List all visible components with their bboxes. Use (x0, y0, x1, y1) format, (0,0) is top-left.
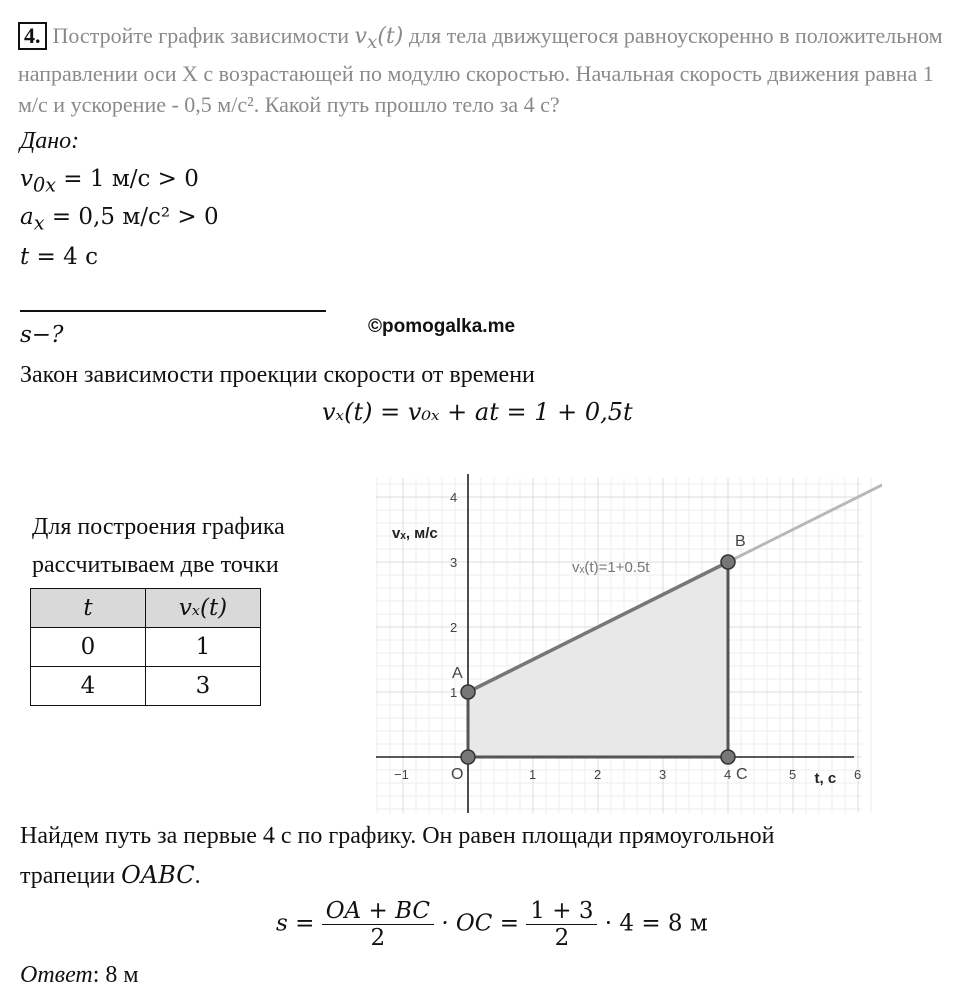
point-B (721, 555, 735, 569)
watermark: ©pomogalka.me (368, 316, 516, 337)
given-a: $a_x = 0,5$ м/с² > 0 (20, 204, 219, 235)
law-text: Закон зависимости проекции скорости от времени (20, 362, 535, 388)
table-row (31, 667, 261, 706)
table-row (31, 628, 261, 667)
point-label-A: A (452, 665, 463, 682)
velocity-graph (370, 470, 882, 815)
values-table (30, 588, 261, 706)
line-label: vₓ(t)=1+0.5t (572, 558, 650, 576)
x-tick-label: −1 (394, 767, 409, 782)
solution-line1: Найдем путь за первые 4 с по графику. Он равен площади прямоугольной (20, 823, 775, 849)
point-label-C: C (736, 766, 748, 783)
x-tick-label: 6 (854, 767, 862, 782)
given-heading: Дано: (20, 128, 80, 154)
given-divider (20, 310, 326, 312)
build-line2: рассчитываем две точки (32, 552, 279, 578)
task-func-arg: (t) (377, 24, 404, 49)
task-text-before: Постройте график зависимости (52, 23, 355, 48)
y-tick-label: 1 (450, 685, 458, 700)
table-cell: 3 (146, 667, 261, 706)
point-label-O: O (451, 766, 464, 783)
table-header-v: vₓ(t) (146, 589, 261, 628)
task-func-sub: x (366, 32, 378, 54)
fraction-1: $\frac{OA + BC}{2}$ (322, 898, 434, 951)
x-axis-label: t, с (814, 770, 837, 787)
task-number: 4. (18, 22, 47, 50)
answer (20, 962, 139, 989)
point-A (461, 685, 475, 699)
y-tick-label: 4 (450, 490, 458, 505)
table-cell: 0 (31, 628, 146, 667)
table-cell: 1 (146, 628, 261, 667)
point-C (721, 750, 735, 764)
x-tick-label: 1 (529, 767, 537, 782)
x-tick-label: 5 (789, 767, 797, 782)
given-v0: $v_{0x} = 1$ м/с > 0 (20, 166, 199, 197)
answer-label: Ответ (20, 962, 93, 988)
y-tick-label: 2 (450, 620, 458, 635)
table-header-t: t (31, 589, 146, 628)
table-header-row (31, 589, 261, 628)
build-line1: Для построения графика (32, 514, 285, 540)
table-cell: 4 (31, 667, 146, 706)
x-tick-label: 4 (724, 767, 732, 782)
formula-end: · 4 = 8 м (604, 910, 708, 937)
given-find: s−? (20, 322, 64, 348)
solution-line2: трапеции OABC. (20, 861, 201, 889)
answer-value: : 8 м (92, 962, 139, 988)
task-func: v (354, 24, 367, 49)
formula-s: s = (276, 910, 315, 937)
fraction-2: $\frac{1 + 3}{2}$ (526, 898, 597, 951)
task-text-after: для тела движущегося равноускоренно в положительном направлении оси X с возрастающей по модулю скоростью. Начальная скорость движения равна 1 м/с и ускорение - 0,5 м/с². Какой путь прошло тело за 4 с? (18, 23, 943, 118)
task-statement (18, 20, 948, 120)
given-t: t = 4 с (20, 244, 98, 270)
point-O (461, 750, 475, 764)
formula-mid: · OC = (441, 910, 519, 937)
y-axis-label: vₓ, м/с (392, 525, 438, 542)
point-label-B: B (735, 533, 746, 550)
law-formula: vₓ(t) = v₀ₓ + at = 1 + 0,5t (322, 398, 633, 426)
solution-formula (276, 898, 708, 951)
y-tick-label: 3 (450, 555, 458, 570)
x-tick-label: 3 (659, 767, 667, 782)
x-tick-label: 2 (594, 767, 602, 782)
